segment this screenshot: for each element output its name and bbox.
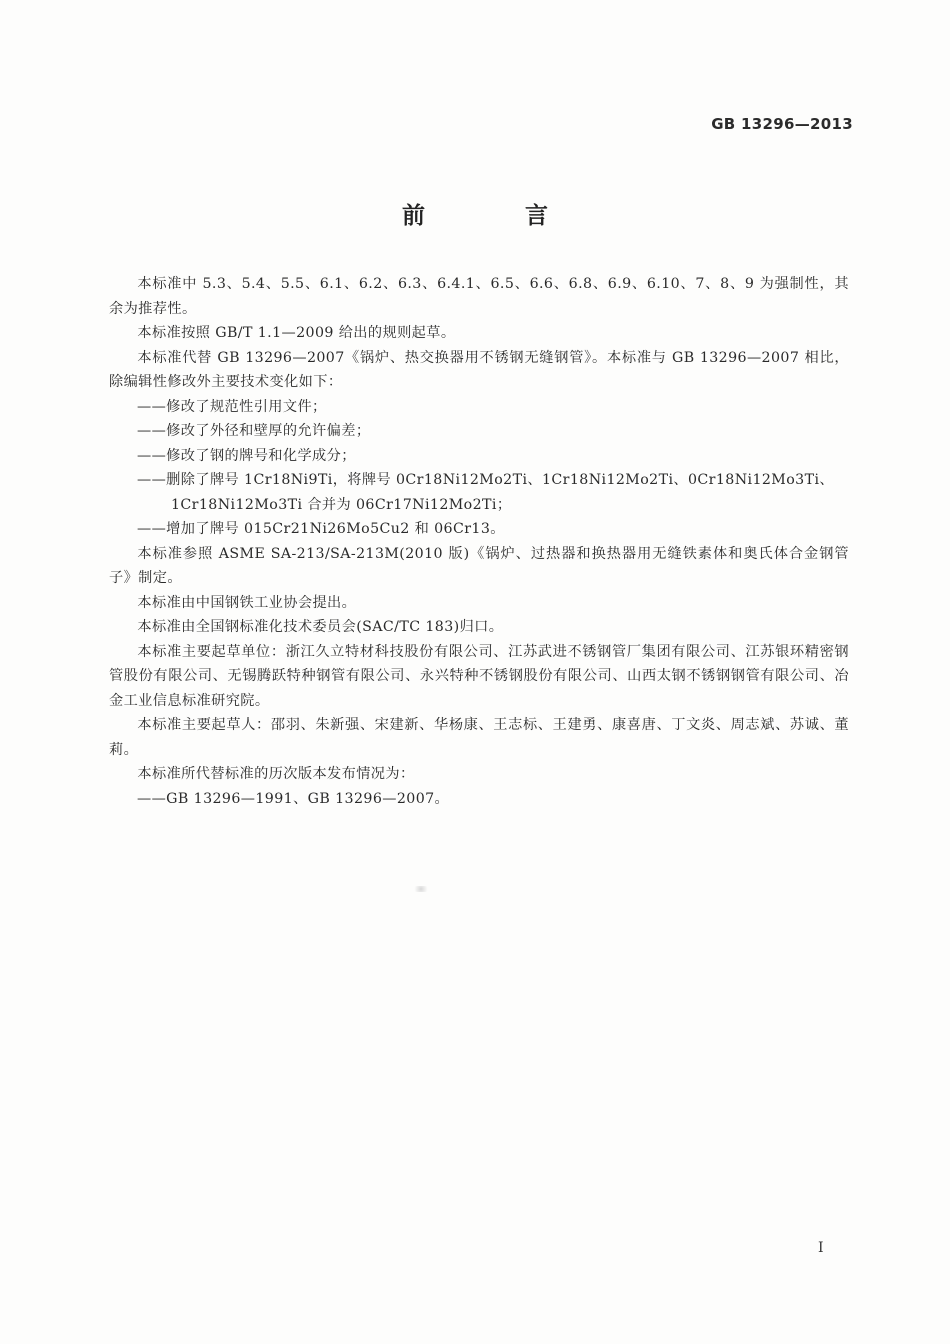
paragraph-mandatory-clauses: 本标准中 5.3、5.4、5.5、6.1、6.2、6.3、6.4.1、6.5、6.6、6.8、6.9、6.10、7、8、9 为强制性，其余为推荐性。: [109, 276, 849, 317]
paragraph-drafting-rules: 本标准按照 GB/T 1.1—2009 给出的规则起草。: [137, 325, 456, 341]
paragraph-drafters: 本标准主要起草人：邵羽、朱新强、宋建新、华杨康、王志标、王建勇、康喜唐、丁文炎、周志斌、苏诚、董莉。: [109, 717, 849, 758]
page-number: I: [818, 1240, 824, 1256]
foreword-body: [109, 272, 849, 811]
paragraph-replaces: 本标准代替 GB 13296—2007《锅炉、热交换器用不锈钢无缝钢管》。本标准与 GB 13296—2007 相比，除编辑性修改外主要技术变化如下：: [109, 349, 849, 390]
list-item: ——修改了规范性引用文件；: [137, 398, 327, 415]
paragraph-under-jurisdiction: 本标准由全国钢标准化技术委员会(SAC/TC 183)归口。: [137, 619, 504, 635]
list-item: [109, 468, 849, 517]
history-item: ——GB 13296—1991、GB 13296—2007。: [137, 790, 450, 807]
list-item-line: ——删除了牌号 1Cr18Ni9Ti，将牌号 0Cr18Ni12Mo2Ti、1Cr18Ni12Mo2Ti、0Cr18Ni12Mo3Ti、: [137, 472, 834, 488]
standard-code: GB 13296—2013: [711, 115, 853, 133]
list-item: ——增加了牌号 015Cr21Ni26Mo5Cu2 和 06Cr13。: [137, 521, 505, 537]
paragraph-proposed-by: 本标准由中国钢铁工业协会提出。: [137, 594, 357, 611]
list-item: ——修改了外径和壁厚的允许偏差；: [137, 423, 371, 439]
page-title: 前 言: [401, 203, 594, 229]
paragraph-reference: 本标准参照 ASME SA-213/SA-213M(2010 版)《锅炉、过热器和换热器用无缝铁素体和奥氏体合金钢管子》制定。: [109, 545, 849, 586]
list-item: ——修改了钢的牌号和化学成分；: [137, 447, 356, 464]
list-item-continuation: 1Cr18Ni12Mo3Ti 合并为 06Cr17Ni12Mo2Ti；: [171, 496, 512, 513]
paragraph-history-intro: 本标准所代替标准的历次版本发布情况为：: [137, 766, 415, 782]
scan-speck: [412, 886, 430, 892]
changes-list: [109, 395, 849, 542]
paragraph-drafting-units: 本标准主要起草单位：浙江久立特材科技股份有限公司、江苏武进不锈钢管厂集团有限公司、江苏银环精密钢管股份有限公司、无锡腾跃特种钢管有限公司、永兴特种不锈钢股份有限公司、山西太钢不锈钢钢管有限公司、冶金工业信息标准研究院。: [109, 643, 849, 709]
